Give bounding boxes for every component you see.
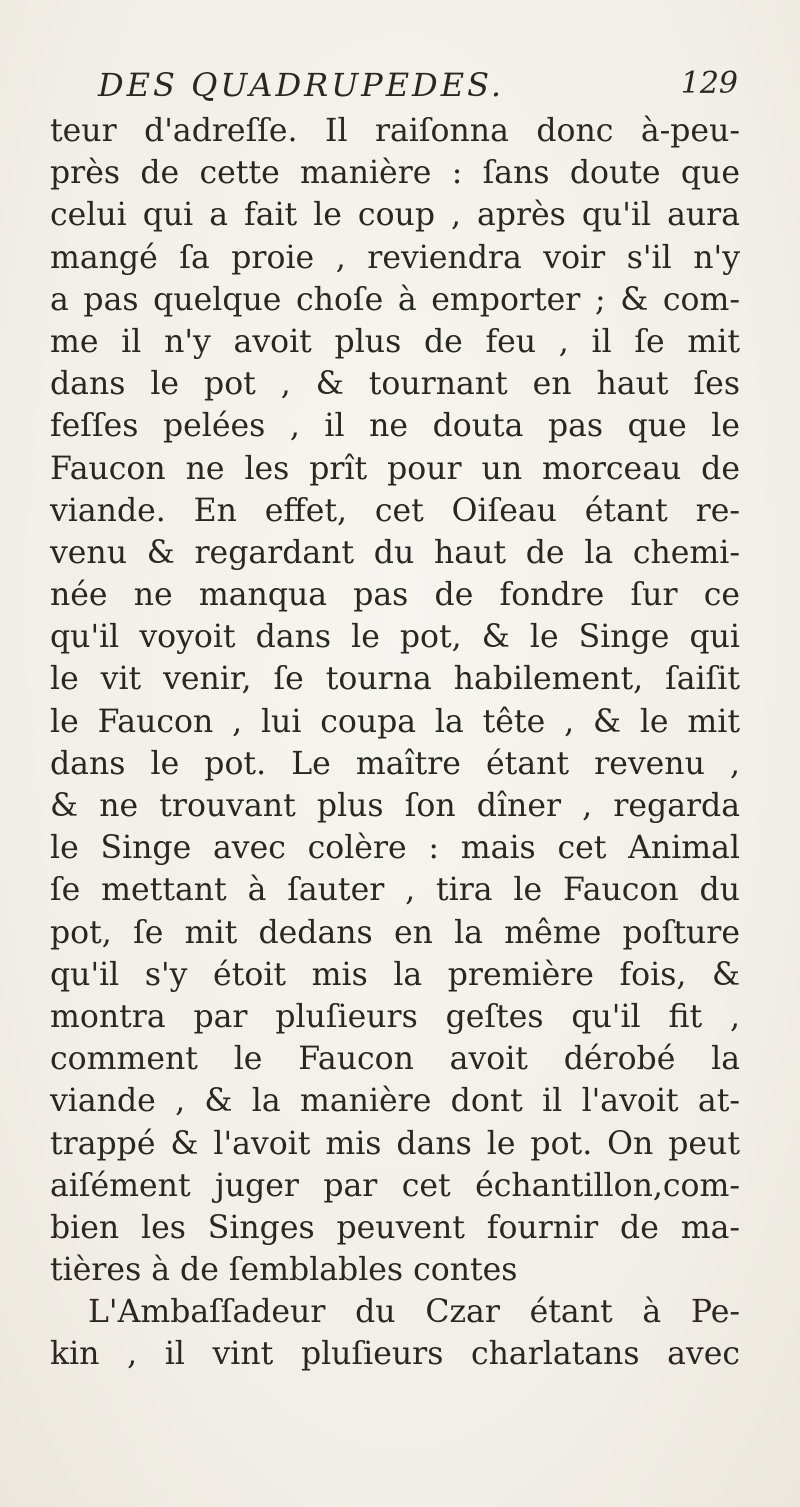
text-line: dans le pot , & tournant en haut ſes	[50, 366, 740, 403]
text-line: Faucon ne les prît pour un morceau de	[50, 450, 740, 487]
text-line: L'Ambaſſadeur du Czar étant à Pe-	[88, 1294, 740, 1331]
text-line: montra par pluſieurs geſtes qu'il fit ,	[50, 998, 740, 1035]
text-line: comment le Faucon avoit dérobé la	[50, 1041, 740, 1078]
text-line: aiſément juger par cet échantillon,com-	[50, 1167, 740, 1204]
text-line: feſſes pelées , il ne douta pas que le	[50, 408, 740, 445]
text-line: venu & regardant du haut de la chemi-	[50, 534, 740, 571]
text-line: le Singe avec colère : mais cet Animal	[50, 830, 740, 867]
text-line: trappé & l'avoit mis dans le pot. On peut	[50, 1125, 740, 1162]
text-line: & ne trouvant plus ſon dîner , regarda	[50, 788, 740, 824]
text-line: dans le pot. Le maître étant revenu ,	[50, 745, 740, 782]
text-line: celui qui a fait le coup , après qu'il aura	[50, 197, 740, 234]
text-line: kin , il vint pluſieurs charlatans avec	[50, 1336, 740, 1373]
text-line: mangé ſa proie , reviendra voir s'il n'y	[50, 239, 740, 276]
text-line: tières à de ſemblables contes	[50, 1252, 518, 1289]
page-number: 129	[680, 66, 738, 101]
text-line: qu'il voyoit dans le pot, & le Singe qui	[50, 619, 740, 656]
text-line: viande. En effet, cet Oiſeau étant re-	[50, 492, 740, 529]
text-line: le Faucon , lui coupa la tête , & le mit	[50, 703, 740, 740]
text-line: près de cette manière : ſans doute que	[50, 155, 740, 192]
text-line: le vit venir, ſe tourna habilement, ſaiſit	[50, 661, 740, 698]
text-line: viande , & la manière dont il l'avoit at-	[50, 1083, 740, 1120]
running-head	[98, 64, 738, 114]
running-title: DES QUADRUPEDES.	[98, 66, 505, 104]
text-line: qu'il s'y étoit mis la première fois, &	[50, 956, 740, 993]
text-line: pot, ſe mit dedans en la même poſture	[50, 914, 740, 951]
text-line: a pas quelque choſe à emporter ; & com-	[50, 281, 740, 318]
text-line: teur d'adreſſe. Il raiſonna donc à-peu-	[50, 113, 740, 149]
text-line: bien les Singes peuvent fournir de ma-	[50, 1209, 740, 1246]
text-line: née ne manqua pas de fondre ſur ce	[50, 577, 740, 614]
body-text	[50, 110, 740, 1376]
text-line: ſe mettant à ſauter , tira le Faucon du	[50, 872, 740, 909]
text-line: me il n'y avoit plus de feu , il ſe mit	[50, 323, 740, 360]
